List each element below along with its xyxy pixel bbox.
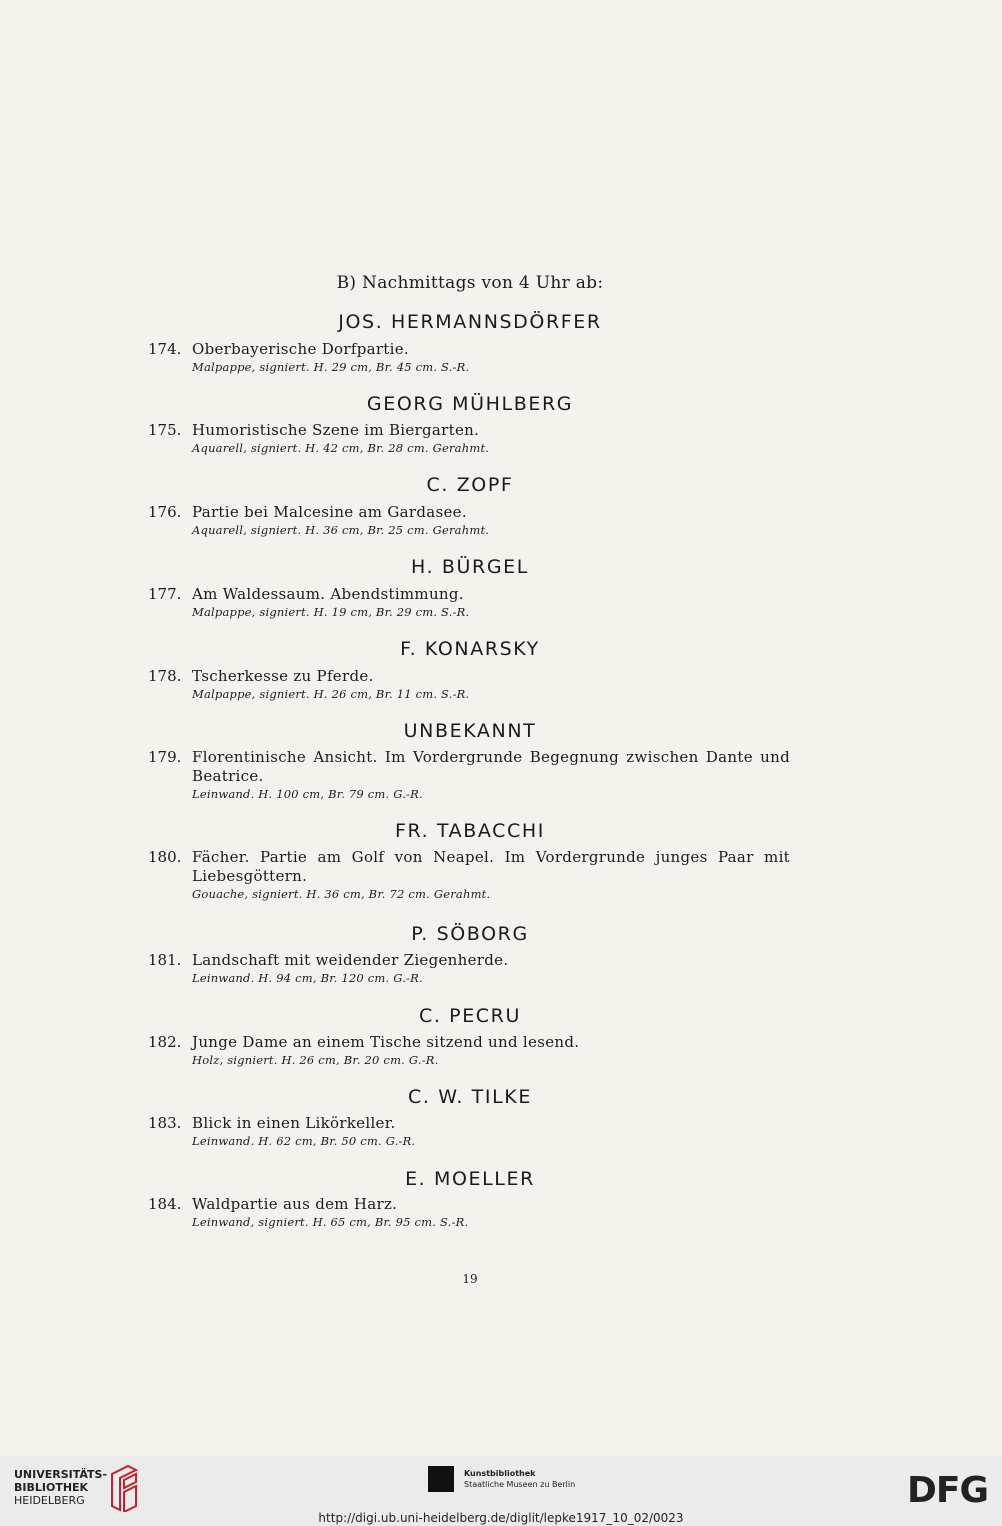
- lot-title: Oberbayerische Dorfpartie.: [192, 340, 409, 358]
- lot-detail: Leinwand. H. 94 cm, Br. 120 cm. G.-R.: [192, 971, 423, 985]
- artist-heading: F. KONARSKY: [400, 638, 540, 660]
- lot-detail: Aquarell, signiert. H. 42 cm, Br. 28 cm. Gerahmt.: [192, 441, 490, 455]
- lot-title: Florentinische Ansicht. Im Vordergrunde Begegnung zwischen Dante und Beatrice.: [192, 748, 790, 785]
- lot-entry: [148, 1195, 790, 1230]
- logo-line: Kunstbibliothek: [464, 1469, 536, 1478]
- lot-number: 182.: [148, 1033, 182, 1051]
- lot-number: 183.: [148, 1114, 182, 1132]
- lot-number: 177.: [148, 585, 182, 603]
- lot-detail: Gouache, signiert. H. 36 cm, Br. 72 cm. Gerahmt.: [192, 887, 491, 901]
- lot-detail: Malpappe, signiert. H. 26 cm, Br. 11 cm. S.-R.: [192, 687, 470, 701]
- lot-title: Am Waldessaum. Abendstimmung.: [192, 585, 464, 603]
- kunstbibliothek-square-icon: [428, 1466, 454, 1492]
- lot-number: 181.: [148, 951, 182, 969]
- lot-number: 179.: [148, 748, 182, 766]
- lot-detail: Leinwand. H. 62 cm, Br. 50 cm. G.-R.: [192, 1134, 416, 1148]
- dfg-logo[interactable]: DFG: [906, 1470, 988, 1511]
- lot-entry: [148, 951, 790, 986]
- lot-detail: Malpappe, signiert. H. 29 cm, Br. 45 cm. S.-R.: [192, 360, 470, 374]
- artist-heading: UNBEKANNT: [403, 720, 537, 742]
- lot-entry: [148, 1114, 790, 1149]
- lot-entry: [148, 503, 790, 538]
- artist-heading: H. BÜRGEL: [411, 556, 529, 578]
- lot-number: 175.: [148, 421, 182, 439]
- logo-line: BIBLIOTHEK: [14, 1481, 89, 1494]
- kunstbibliothek-text: [464, 1468, 575, 1490]
- artist-heading: E. MOELLER: [405, 1168, 535, 1190]
- lot-number: 184.: [148, 1195, 182, 1213]
- lot-title: Fächer. Partie am Golf von Neapel. Im Vordergrunde junges Paar mit Liebesgöttern.: [192, 848, 790, 885]
- lot-entry: [148, 1033, 790, 1068]
- lot-entry: [148, 667, 790, 702]
- lot-detail: Aquarell, signiert. H. 36 cm, Br. 25 cm. Gerahmt.: [192, 523, 490, 537]
- logo-line: Staatliche Museen zu Berlin: [464, 1480, 576, 1489]
- artist-heading: C. PECRU: [419, 1005, 521, 1027]
- lot-number: 176.: [148, 503, 182, 521]
- lot-number: 178.: [148, 667, 182, 685]
- lot-detail: Malpappe, signiert. H. 19 cm, Br. 29 cm. S.-R.: [192, 605, 470, 619]
- lot-title: Blick in einen Likörkeller.: [192, 1114, 396, 1132]
- logo-line: UNIVERSITÄTS-: [14, 1468, 108, 1481]
- lot-detail: Leinwand, signiert. H. 65 cm, Br. 95 cm. S.-R.: [192, 1215, 469, 1229]
- viewer-footer: [0, 1456, 1002, 1526]
- university-library-logo[interactable]: [14, 1464, 144, 1512]
- lot-title: Tscherkesse zu Pferde.: [192, 667, 374, 685]
- lot-entry: [148, 421, 790, 456]
- artist-heading: FR. TABACCHI: [395, 820, 545, 842]
- lot-title: Landschaft mit weidender Ziegenherde.: [192, 951, 509, 969]
- logo-line: HEIDELBERG: [14, 1494, 85, 1507]
- lot-number: 180.: [148, 848, 182, 866]
- lot-detail: Leinwand. H. 100 cm, Br. 79 cm. G.-R.: [192, 787, 423, 801]
- lot-entry: [148, 340, 790, 375]
- section-heading: B) Nachmittags von 4 Uhr ab:: [336, 273, 604, 293]
- lot-entry: [148, 748, 790, 802]
- lot-title: Waldpartie aus dem Harz.: [192, 1195, 398, 1213]
- university-library-text: [14, 1468, 107, 1507]
- lot-title: Humoristische Szene im Biergarten.: [192, 421, 480, 439]
- lot-entry: [148, 585, 790, 620]
- permalink-url[interactable]: http://digi.ub.uni-heidelberg.de/diglit/lepke1917_10_02/0023: [318, 1511, 684, 1525]
- heidelberg-mark-icon: [106, 1464, 140, 1512]
- lot-detail: Holz, signiert. H. 26 cm, Br. 20 cm. G.-R.: [192, 1053, 439, 1067]
- lot-number: 174.: [148, 340, 182, 358]
- artist-heading: JOS. HERMANNSDÖRFER: [338, 311, 602, 333]
- kunstbibliothek-logo[interactable]: [428, 1466, 598, 1500]
- lot-title: Junge Dame an einem Tische sitzend und lesend.: [192, 1033, 580, 1051]
- artist-heading: P. SÖBORG: [411, 923, 529, 945]
- artist-heading: C. ZOPF: [426, 474, 514, 496]
- artist-heading: GEORG MÜHLBERG: [366, 393, 574, 415]
- artist-heading: C. W. TILKE: [408, 1086, 532, 1108]
- lot-entry: [148, 848, 790, 902]
- page-number: 19: [462, 1272, 478, 1286]
- lot-title: Partie bei Malcesine am Gardasee.: [192, 503, 467, 521]
